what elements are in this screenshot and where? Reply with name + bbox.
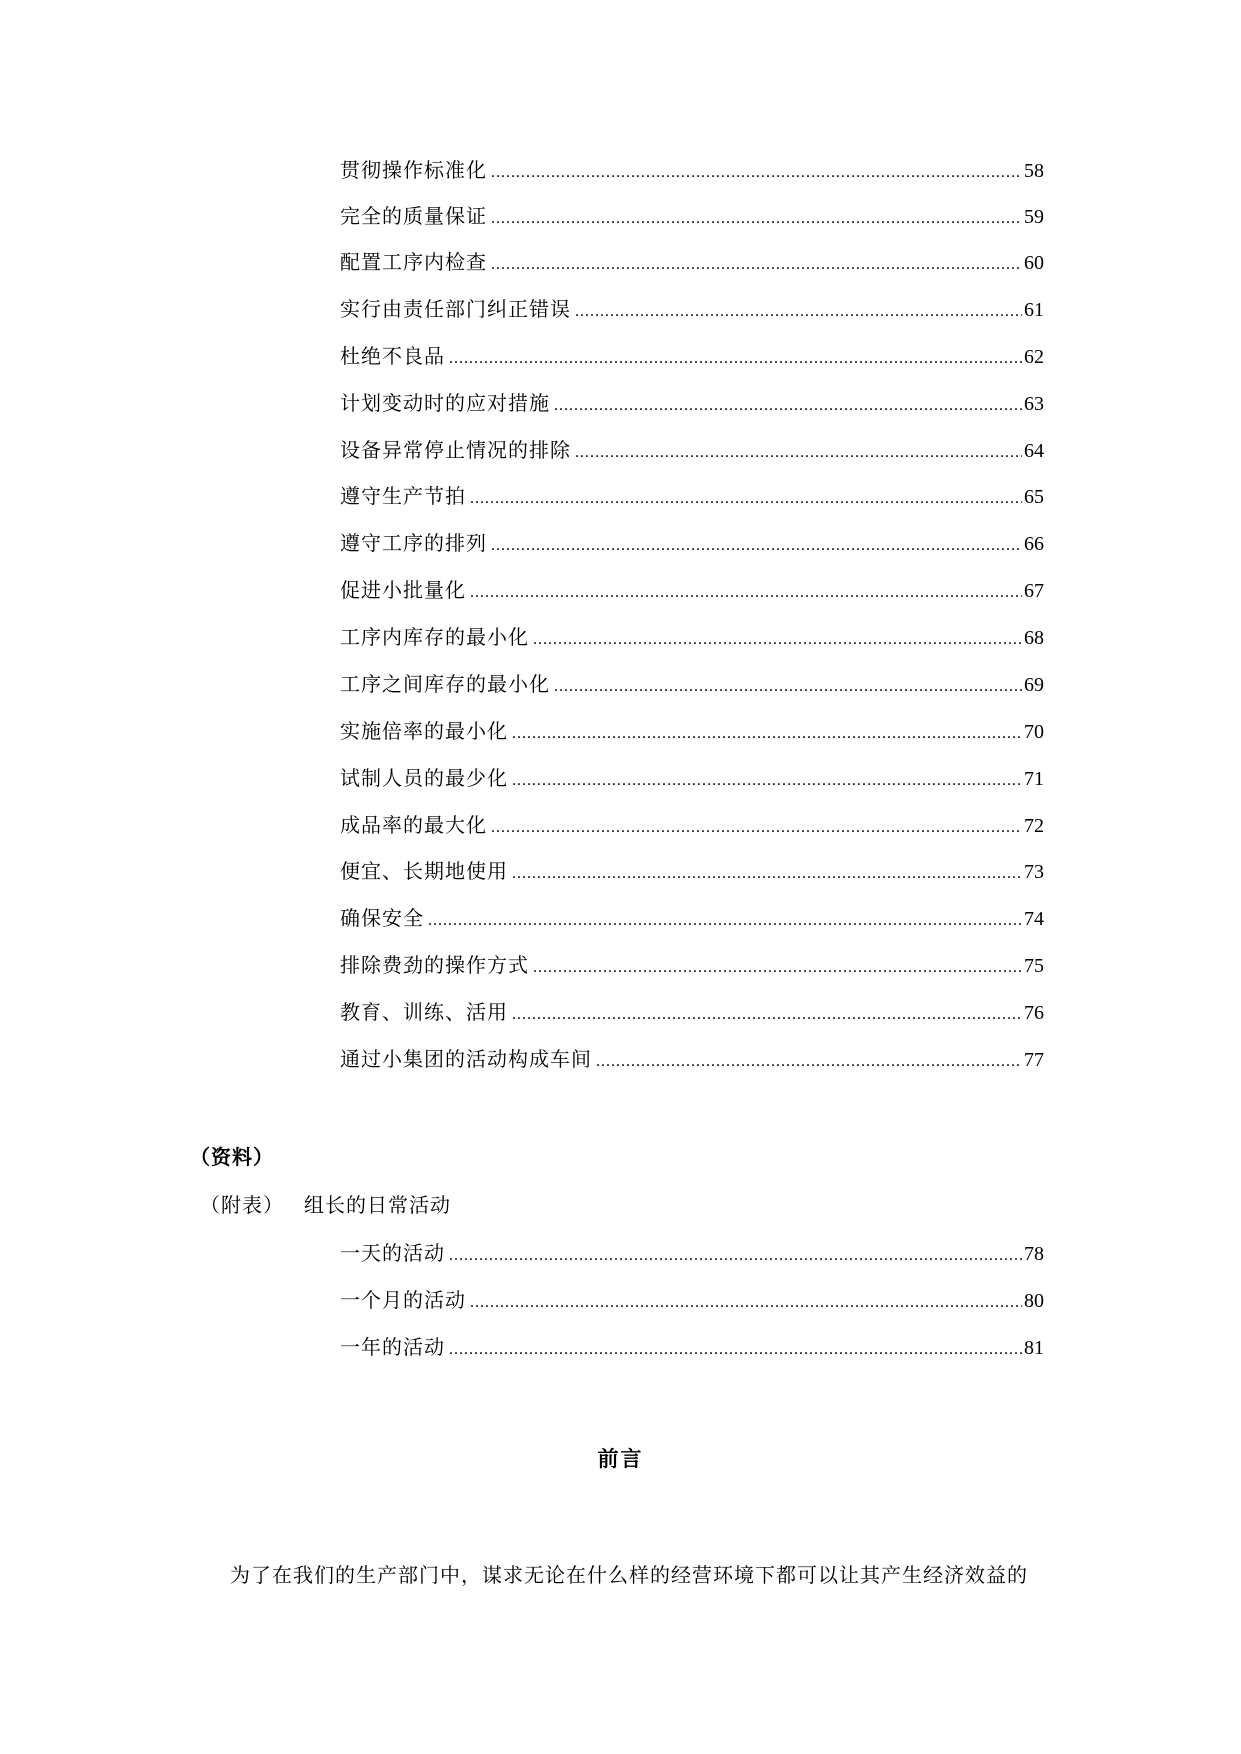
- toc-entry-title: 实行由责任部门纠正错误: [340, 297, 571, 321]
- toc-entry-page: 70: [1024, 721, 1044, 743]
- toc-dot-leader: [512, 859, 1022, 889]
- toc-entry[interactable]: [340, 997, 1044, 1027]
- toc-dot-leader: [533, 953, 1022, 983]
- toc-dot-leader: [533, 625, 1022, 655]
- toc-dot-leader: [470, 484, 1022, 514]
- toc-entry-page: 68: [1024, 627, 1044, 649]
- toc-entry-page: 71: [1024, 768, 1044, 790]
- appendix-title: 组长的日常活动: [304, 1193, 451, 1217]
- toc-entry-page: 75: [1024, 955, 1044, 977]
- toc-dot-leader: [470, 578, 1022, 608]
- appendix-title-line: [200, 1190, 451, 1220]
- toc-entry-page: 58: [1024, 160, 1044, 182]
- toc-entry-title: 贯彻操作标准化: [340, 158, 487, 182]
- toc-entry-page: 60: [1024, 252, 1044, 274]
- toc-entry[interactable]: [340, 856, 1044, 886]
- toc-entry-title: 遵守生产节拍: [340, 484, 466, 508]
- toc-entry[interactable]: [340, 247, 1044, 277]
- toc-dot-leader: [449, 1241, 1022, 1271]
- toc-entry-title: 一年的活动: [340, 1335, 445, 1359]
- toc-entry[interactable]: [340, 1332, 1044, 1362]
- toc-entry-page: 67: [1024, 580, 1044, 602]
- toc-entry-page: 64: [1024, 440, 1044, 462]
- toc-entry-title: 便宜、长期地使用: [340, 859, 508, 883]
- toc-entry-page: 73: [1024, 861, 1044, 883]
- appendix-tag: （附表）: [200, 1193, 284, 1217]
- toc-entry[interactable]: [340, 201, 1044, 231]
- toc-entry-page: 62: [1024, 346, 1044, 368]
- toc-entry-title: 通过小集团的活动构成车间: [340, 1047, 592, 1071]
- toc-dot-leader: [512, 1000, 1022, 1030]
- toc-entry[interactable]: [340, 1238, 1044, 1268]
- toc-entry-title: 遵守工序的排列: [340, 531, 487, 555]
- toc-entry-title: 实施倍率的最小化: [340, 719, 508, 743]
- toc-entry[interactable]: [340, 669, 1044, 699]
- toc-entry[interactable]: [340, 622, 1044, 652]
- toc-entry[interactable]: [340, 435, 1044, 465]
- toc-entry-title: 一天的活动: [340, 1241, 445, 1265]
- toc-entry-title: 设备异常停止情况的排除: [340, 438, 571, 462]
- toc-entry-page: 80: [1024, 1290, 1044, 1312]
- toc-entry[interactable]: [340, 763, 1044, 793]
- toc-dot-leader: [491, 531, 1022, 561]
- toc-entry-page: 59: [1024, 206, 1044, 228]
- toc-dot-leader: [596, 1047, 1022, 1077]
- toc-entry-title: 确保安全: [340, 906, 424, 930]
- toc-dot-leader: [575, 438, 1022, 468]
- toc-entry-page: 69: [1024, 674, 1044, 696]
- toc-entry-page: 63: [1024, 393, 1044, 415]
- toc-entry[interactable]: [340, 810, 1044, 840]
- toc-entry[interactable]: [340, 155, 1044, 185]
- materials-heading: （资料）: [190, 1145, 274, 1169]
- toc-dot-leader: [575, 297, 1022, 327]
- toc-dot-leader: [491, 158, 1022, 188]
- toc-entry-title: 完全的质量保证: [340, 204, 487, 228]
- preface-heading: 前言: [597, 1446, 644, 1471]
- toc-entry-title: 配置工序内检查: [340, 250, 487, 274]
- toc-entry[interactable]: [340, 1285, 1044, 1315]
- toc-entry[interactable]: [340, 950, 1044, 980]
- toc-entry[interactable]: [340, 1044, 1044, 1074]
- toc-dot-leader: [512, 719, 1022, 749]
- toc-dot-leader: [491, 204, 1022, 234]
- toc-entry-title: 试制人员的最少化: [340, 766, 508, 790]
- toc-dot-leader: [512, 766, 1022, 796]
- toc-entry[interactable]: [340, 341, 1044, 371]
- toc-entry-title: 促进小批量化: [340, 578, 466, 602]
- toc-entry-page: 72: [1024, 815, 1044, 837]
- toc-entry[interactable]: [340, 528, 1044, 558]
- toc-dot-leader: [428, 906, 1022, 936]
- toc-entry-title: 排除费劲的操作方式: [340, 953, 529, 977]
- toc-entry-title: 教育、训练、活用: [340, 1000, 508, 1024]
- toc-entry-page: 78: [1024, 1243, 1044, 1265]
- toc-entry-page: 76: [1024, 1002, 1044, 1024]
- toc-entry-title: 工序之间库存的最小化: [340, 672, 550, 696]
- toc-entry[interactable]: [340, 294, 1044, 324]
- toc-entry[interactable]: [340, 481, 1044, 511]
- toc-entry-title: 杜绝不良品: [340, 344, 445, 368]
- toc-dot-leader: [491, 250, 1022, 280]
- toc-dot-leader: [491, 813, 1022, 843]
- toc-entry-page: 77: [1024, 1049, 1044, 1071]
- toc-entry-page: 61: [1024, 299, 1044, 321]
- toc-dot-leader: [470, 1288, 1022, 1318]
- toc-entry-page: 65: [1024, 486, 1044, 508]
- toc-entry[interactable]: [340, 903, 1044, 933]
- toc-entry[interactable]: [340, 716, 1044, 746]
- toc-entry-page: 66: [1024, 533, 1044, 555]
- toc-dot-leader: [449, 1335, 1022, 1365]
- toc-entry-title: 成品率的最大化: [340, 813, 487, 837]
- toc-entry[interactable]: [340, 388, 1044, 418]
- preface-paragraph: 为了在我们的生产部门中，谋求无论在什么样的经营环境下都可以让其产生经济效益的: [230, 1563, 1028, 1587]
- toc-dot-leader: [554, 391, 1022, 421]
- toc-dot-leader: [554, 672, 1022, 702]
- toc-entry-title: 一个月的活动: [340, 1288, 466, 1312]
- toc-dot-leader: [449, 344, 1022, 374]
- toc-entry-page: 81: [1024, 1337, 1044, 1359]
- toc-entry-title: 计划变动时的应对措施: [340, 391, 550, 415]
- toc-entry-title: 工序内库存的最小化: [340, 625, 529, 649]
- toc-entry[interactable]: [340, 575, 1044, 605]
- toc-entry-page: 74: [1024, 908, 1044, 930]
